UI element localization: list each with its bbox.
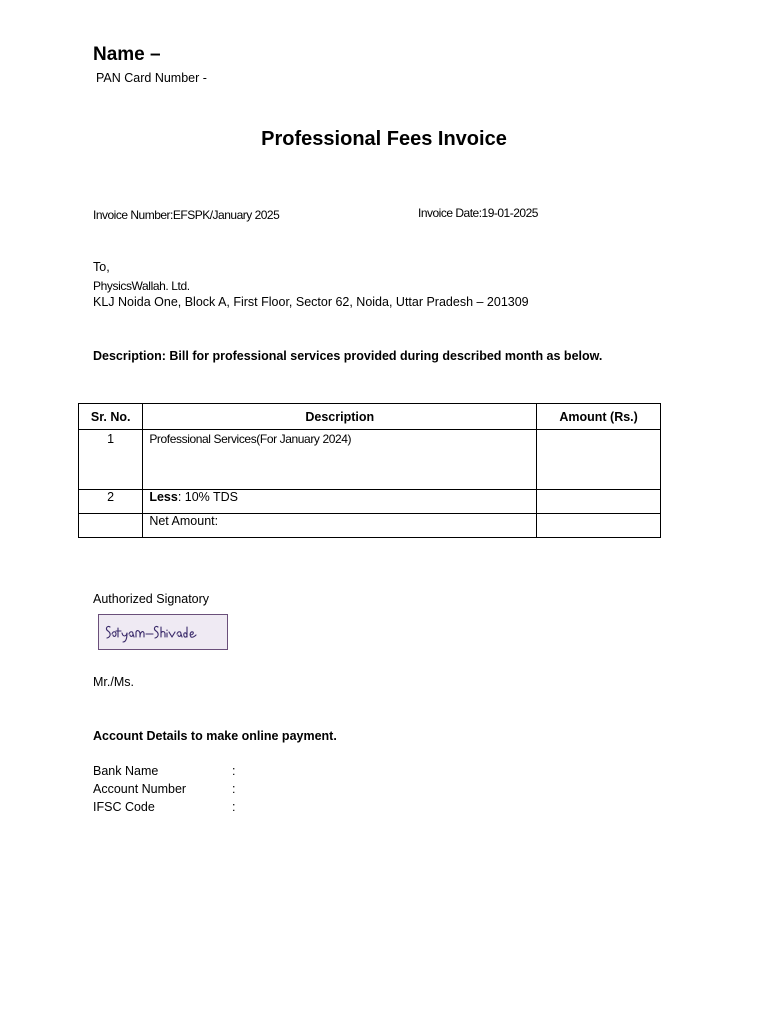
invoice-title: Professional Fees Invoice (261, 128, 507, 150)
cell-description: Professional Services(For January 2024) (143, 430, 537, 490)
table-row (79, 514, 661, 538)
less-label: Less (149, 490, 178, 504)
table-row (79, 430, 661, 490)
bank-name-colon: : (232, 764, 236, 778)
ifsc-code-colon: : (232, 800, 236, 814)
invoice-date: Invoice Date:19-01-2025 (418, 206, 538, 220)
cell-sr: 1 (79, 430, 143, 490)
tds-text: : 10% TDS (177, 490, 239, 504)
cell-description: Net Amount: (143, 514, 537, 538)
to-label: To, (93, 260, 110, 274)
recipient-address: KLJ Noida One, Block A, First Floor, Sector 62, Noida, Uttar Pradesh – 201309 (93, 295, 529, 309)
table-header-row (79, 404, 661, 430)
bill-description: Description: Bill for professional services provided during described month as below. (93, 349, 603, 363)
handwritten-signature (99, 615, 227, 649)
header-amount: Amount (Rs.) (537, 404, 661, 430)
invoice-number: Invoice Number:EFSPK/January 2025 (93, 208, 280, 222)
cell-amount (537, 430, 661, 490)
header-description: Description (143, 404, 537, 430)
name-heading: Name – (93, 44, 161, 65)
cell-amount (537, 490, 661, 514)
account-number-label: Account Number (93, 782, 187, 796)
authorized-signatory-label: Authorized Signatory (93, 592, 210, 606)
bank-name-label: Bank Name (93, 764, 159, 778)
table-row (79, 490, 661, 514)
cell-description (143, 490, 537, 514)
account-number-colon: : (232, 782, 236, 796)
fees-table (78, 403, 661, 538)
account-details-heading: Account Details to make online payment. (93, 729, 337, 743)
cell-sr: 2 (79, 490, 143, 514)
ifsc-code-label: IFSC Code (93, 800, 155, 814)
recipient-company: PhysicsWallah. Ltd. (93, 279, 190, 293)
signature-image (98, 614, 228, 650)
pan-card-label: PAN Card Number - (96, 71, 207, 85)
cell-sr (79, 514, 143, 538)
cell-amount (537, 514, 661, 538)
signatory-title: Mr./Ms. (93, 675, 134, 689)
header-sr-no: Sr. No. (79, 404, 143, 430)
